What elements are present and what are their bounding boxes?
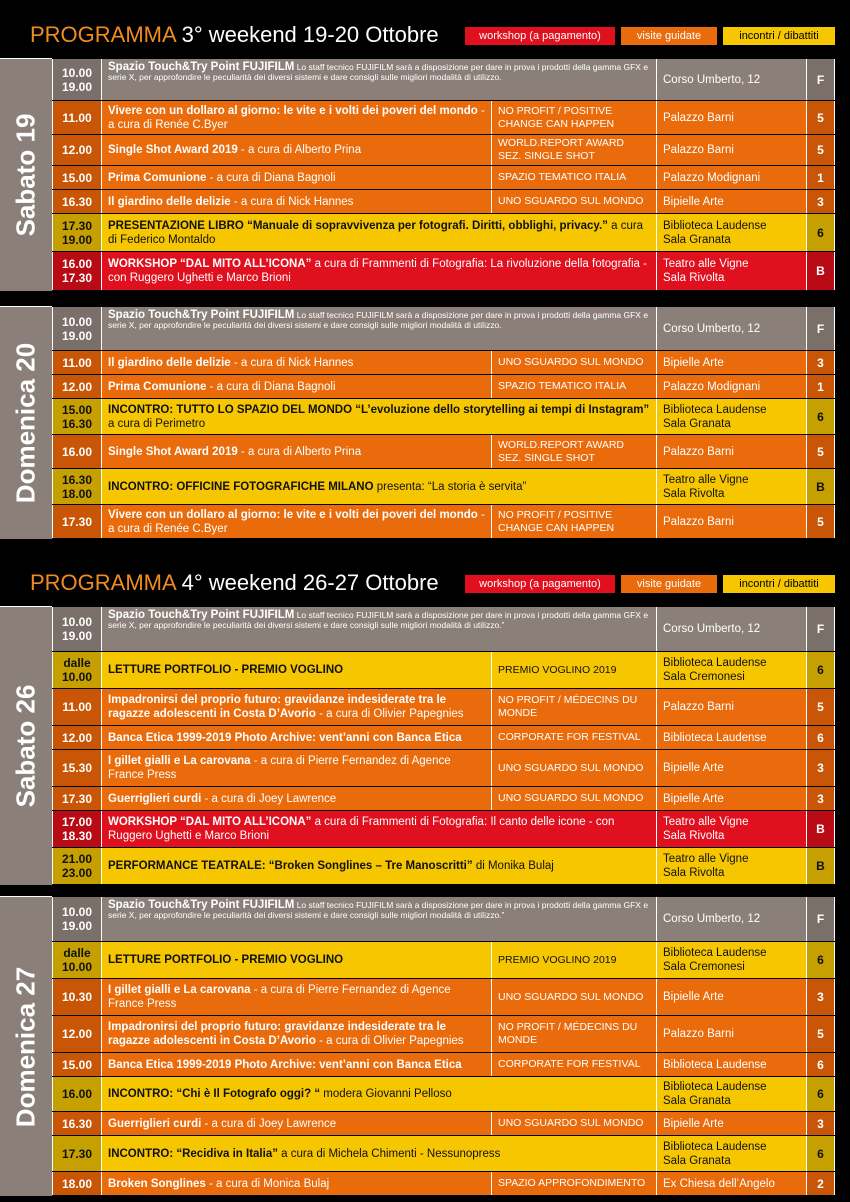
venue-code: F [806, 607, 835, 651]
event-title-lead: Prima Comunione [108, 171, 207, 184]
event-time: 10.00 19.00 [52, 607, 101, 651]
event-row[interactable] [52, 468, 835, 504]
weekend-title: 3° weekend 19-20 Ottobre [175, 22, 439, 47]
venue-code: 6 [806, 1136, 835, 1171]
event-title-rest: - a cura di Olivier Papegnies [315, 1035, 464, 1047]
event-category: NO PROFIT / MÉDECINS DU MONDE [491, 1016, 656, 1052]
venue-code: 3 [806, 750, 835, 786]
event-title [101, 505, 491, 538]
event-title-lead: I gillet gialli e La carovana [108, 984, 251, 996]
event-time: 16.00 [52, 1077, 101, 1111]
event-title [101, 59, 656, 100]
event-title [101, 787, 491, 810]
event-title [101, 689, 491, 725]
venue-code: 6 [806, 214, 835, 251]
venue-code: 5 [806, 101, 835, 134]
day-label-text: Domenica 20 [10, 342, 41, 504]
event-title-rest: modera Giovanni Pelloso [320, 1088, 452, 1100]
event-time: 18.00 [52, 1172, 101, 1195]
event-row[interactable] [52, 606, 835, 651]
event-time: dalle 10.00 [52, 942, 101, 978]
day-label [0, 306, 52, 539]
event-row[interactable] [52, 941, 835, 978]
event-time: 12.00 [52, 375, 101, 398]
event-title-lead: Il giardino delle delizie [108, 195, 231, 208]
event-row[interactable] [52, 100, 835, 134]
event-venue: Bipielle Arte [656, 979, 806, 1015]
event-title-lead: Broken Songlines [108, 1177, 206, 1190]
event-title-lead: Impadronirsi del proprio futuro: gravidanze indesiderate tra le ragazze adolescenti in Costa D’Avorio [108, 1021, 447, 1047]
event-venue: Biblioteca Laudense Sala Granata [656, 214, 806, 251]
event-title [101, 1016, 491, 1052]
event-title-lead: WORKSHOP “DAL MITO ALL’ICONA” [108, 816, 312, 828]
event-title [101, 101, 491, 134]
programma-label: PROGRAMMA [30, 570, 176, 595]
legend-incontri: incontri / dibattiti [723, 27, 835, 45]
event-time: 10.00 19.00 [52, 897, 101, 941]
event-category: UNO SGUARDO SUL MONDO [491, 1112, 656, 1135]
event-category: UNO SGUARDO SUL MONDO [491, 750, 656, 786]
event-title-lead: Spazio Touch&Try Point FUJIFILM [108, 309, 295, 321]
event-row[interactable] [52, 651, 835, 688]
event-title-lead: Impadronirsi del proprio futuro: gravidanze indesiderate tra le ragazze adolescenti in Costa D’Avorio [108, 694, 447, 720]
event-category: SPAZIO TEMATICO ITALIA [491, 375, 656, 398]
event-title-lead: INCONTRO: OFFICINE FOTOGRAFICHE MILANO [108, 480, 374, 493]
section-title [30, 570, 439, 596]
event-title [101, 1136, 656, 1171]
event-row[interactable] [52, 58, 835, 100]
venue-code: F [806, 307, 835, 350]
event-description: Lo staff tecnico FUJIFILM sarà a disposizione per dare in prova i prodotti della gamma GFX e serie X, per approfondire le peculiarità dei diversi sistemi e dare consigli sulle migliori modalità di utilizzo. [108, 62, 649, 82]
event-description: Lo staff tecnico FUJIFILM sarà a disposizione per dare in prova i prodotti della gamma GFX e serie X, per approfondire le peculiarità dei diversi sistemi e dare consigli sulle migliori modalità di utilizzo.” [108, 900, 649, 920]
event-row[interactable] [52, 688, 835, 725]
event-category: UNO SGUARDO SUL MONDO [491, 190, 656, 213]
event-time: 17.30 [52, 787, 101, 810]
section-header [0, 565, 850, 603]
event-title-lead: Single Shot Award 2019 [108, 445, 238, 458]
event-title [101, 351, 491, 374]
event-title [101, 848, 656, 884]
event-row[interactable] [52, 786, 835, 810]
event-title [101, 190, 491, 213]
event-title [101, 726, 491, 749]
event-title [101, 607, 656, 651]
event-description: Lo staff tecnico FUJIFILM sarà a disposizione per dare in prova i prodotti della gamma GFX e serie X, per approfondire le peculiarità dei diversi sistemi e dare consigli sulle migliori modalità di utilizzo.” [108, 610, 649, 630]
event-title-rest: - a cura di Alberto Prina [237, 445, 362, 458]
event-venue: Biblioteca Laudense Sala Cremonesi [656, 942, 806, 978]
event-category: UNO SGUARDO SUL MONDO [491, 787, 656, 810]
event-title [101, 897, 656, 941]
event-category: PREMIO VOGLINO 2019 [491, 942, 656, 978]
event-time: 17.30 [52, 505, 101, 538]
weekend-title: 4° weekend 26-27 Ottobre [175, 570, 439, 595]
event-time: 17.00 18.30 [52, 811, 101, 847]
event-title [101, 399, 656, 434]
venue-code: 6 [806, 399, 835, 434]
event-time: 16.30 [52, 190, 101, 213]
event-venue: Teatro alle Vigne Sala Rivolta [656, 469, 806, 504]
event-title [101, 979, 491, 1015]
event-row[interactable] [52, 374, 835, 398]
event-title-lead: Il giardino delle delizie [108, 356, 231, 369]
event-category: WORLD.REPORT AWARD SEZ. SINGLE SHOT [491, 435, 656, 468]
event-venue: Corso Umberto, 12 [656, 307, 806, 350]
event-category: NO PROFIT / MÉDECINS DU MONDE [491, 689, 656, 725]
event-row[interactable] [52, 213, 835, 251]
event-title-lead: INCONTRO: “Recidiva in Italia” [108, 1147, 278, 1160]
event-title-rest: - a cura di Pierre Fernandez di Agence France Press [108, 984, 451, 1010]
event-time: 10.00 19.00 [52, 59, 101, 100]
event-title-lead: Guerriglieri curdi [108, 1117, 202, 1130]
event-venue: Palazzo Barni [656, 505, 806, 538]
section-title [30, 22, 439, 48]
event-category: WORLD.REPORT AWARD SEZ. SINGLE SHOT [491, 135, 656, 165]
venue-code: F [806, 59, 835, 100]
event-title [101, 750, 491, 786]
event-row[interactable] [52, 350, 835, 374]
event-venue: Corso Umberto, 12 [656, 59, 806, 100]
event-venue: Teatro alle Vigne Sala Rivolta [656, 811, 806, 847]
event-title-rest: - a cura di Nick Hannes [230, 356, 354, 369]
event-venue: Teatro alle Vigne Sala Rivolta [656, 848, 806, 884]
event-title [101, 435, 491, 468]
event-title-rest: a cura di Frammenti di Fotografia: La rivoluzione della fotografia - con Ruggero Ughetti e Marco Brioni [108, 258, 647, 284]
day-label [0, 58, 52, 291]
venue-code: 5 [806, 1016, 835, 1052]
event-row[interactable] [52, 749, 835, 786]
event-venue: Bipielle Arte [656, 1112, 806, 1135]
event-venue: Palazzo Barni [656, 689, 806, 725]
venue-code: 3 [806, 1112, 835, 1135]
event-row[interactable] [52, 398, 835, 434]
venue-code: 1 [806, 375, 835, 398]
venue-code: 3 [806, 979, 835, 1015]
event-venue: Biblioteca Laudense Sala Granata [656, 399, 806, 434]
venue-code: 5 [806, 435, 835, 468]
event-venue: Biblioteca Laudense [656, 1053, 806, 1076]
event-venue: Bipielle Arte [656, 190, 806, 213]
day-label [0, 896, 52, 1196]
event-category: PREMIO VOGLINO 2019 [491, 652, 656, 688]
event-row[interactable] [52, 847, 835, 884]
event-row[interactable] [52, 1076, 835, 1111]
event-venue: Palazzo Barni [656, 1016, 806, 1052]
event-time: 21.00 23.00 [52, 848, 101, 884]
event-title-rest: a cura di Frammenti di Fotografia: Il canto delle icone - con Ruggero Ughetti e Marco Brioni [108, 816, 615, 842]
event-title-rest: - a cura di Renée C.Byer [108, 104, 485, 131]
legend-workshop: workshop (a pagamento) [465, 575, 615, 593]
event-title-lead: INCONTRO: TUTTO LO SPAZIO DEL MONDO “L’evoluzione dello storytelling ai tempi di Instagram” [108, 403, 650, 416]
event-title-lead: Guerriglieri curdi [108, 792, 202, 805]
event-title [101, 214, 656, 251]
venue-code: 6 [806, 652, 835, 688]
event-venue: Biblioteca Laudense Sala Granata [656, 1136, 806, 1171]
event-time: 15.00 [52, 166, 101, 189]
event-row[interactable] [52, 1135, 835, 1171]
event-category: SPAZIO APPROFONDIMENTO [491, 1172, 656, 1195]
event-row[interactable] [52, 1171, 835, 1195]
venue-code: 6 [806, 1077, 835, 1111]
event-title-lead: LETTURE PORTFOLIO - PREMIO VOGLINO [108, 664, 344, 676]
event-time: 15.00 [52, 1053, 101, 1076]
event-title-rest: - a cura di Renée C.Byer [108, 508, 485, 535]
day-label-text: Sabato 26 [10, 684, 41, 808]
event-title-lead: Prima Comunione [108, 380, 207, 393]
event-title [101, 135, 491, 165]
event-time: 10.00 19.00 [52, 307, 101, 350]
event-title-rest: - a cura di Diana Bagnoli [206, 380, 336, 393]
event-title [101, 166, 491, 189]
event-row[interactable] [52, 165, 835, 189]
day-label-text: Domenica 27 [10, 966, 41, 1127]
event-category: UNO SGUARDO SUL MONDO [491, 351, 656, 374]
event-row[interactable] [52, 978, 835, 1015]
event-title-lead: Banca Etica 1999-2019 Photo Archive: vent’anni con Banca Etica [108, 731, 462, 744]
venue-code: 6 [806, 942, 835, 978]
event-title-rest: - a cura di Alberto Prina [237, 144, 362, 156]
venue-code: 5 [806, 505, 835, 538]
event-title [101, 811, 656, 847]
event-category: NO PROFIT / POSITIVE CHANGE CAN HAPPEN [491, 101, 656, 134]
event-title-rest: a cura di Perimetro [108, 417, 206, 430]
event-title-lead: PERFORMANCE TEATRALE: “Broken Songlines – Tre Manoscritti” [108, 860, 473, 872]
venue-code: 3 [806, 787, 835, 810]
venue-code: B [806, 848, 835, 884]
legend-incontri: incontri / dibattiti [723, 575, 835, 593]
venue-code: 1 [806, 166, 835, 189]
event-title-rest: - a cura di Pierre Fernandez di Agence France Press [108, 755, 451, 781]
event-time: 16.30 18.00 [52, 469, 101, 504]
event-row[interactable] [52, 1111, 835, 1135]
event-title-lead: WORKSHOP “DAL MITO ALL’ICONA” [108, 258, 312, 270]
venue-code: 2 [806, 1172, 835, 1195]
event-category: CORPORATE FOR FESTIVAL [491, 726, 656, 749]
event-title-lead: Vivere con un dollaro al giorno: le vite e i volti dei poveri del mondo [108, 104, 478, 117]
event-time: 16.00 [52, 435, 101, 468]
event-venue: Palazzo Modignani [656, 375, 806, 398]
event-row[interactable] [52, 810, 835, 847]
event-title-lead: Banca Etica 1999-2019 Photo Archive: vent’anni con Banca Etica [108, 1058, 462, 1071]
event-title [101, 1053, 491, 1076]
venue-code: 3 [806, 351, 835, 374]
event-title-rest: - a cura di Joey Lawrence [201, 792, 337, 805]
event-venue: Bipielle Arte [656, 351, 806, 374]
event-time: 12.00 [52, 135, 101, 165]
event-venue: Biblioteca Laudense [656, 726, 806, 749]
event-title [101, 652, 491, 688]
event-venue: Corso Umberto, 12 [656, 897, 806, 941]
venue-code: F [806, 897, 835, 941]
event-venue: Palazzo Barni [656, 135, 806, 165]
event-title-rest: - a cura di Olivier Papegnies [315, 708, 464, 720]
event-time: 12.00 [52, 726, 101, 749]
event-title [101, 469, 656, 504]
event-venue: Bipielle Arte [656, 787, 806, 810]
event-time: 11.00 [52, 351, 101, 374]
event-time: 15.30 [52, 750, 101, 786]
event-row[interactable] [52, 896, 835, 941]
event-title-lead: Spazio Touch&Try Point FUJIFILM [108, 609, 295, 621]
event-time: 10.30 [52, 979, 101, 1015]
legend-visite: visite guidate [621, 27, 717, 45]
event-title [101, 1077, 656, 1111]
event-title [101, 375, 491, 398]
event-title [101, 942, 491, 978]
event-venue: Biblioteca Laudense Sala Cremonesi [656, 652, 806, 688]
event-time: 11.00 [52, 689, 101, 725]
event-title-lead: Spazio Touch&Try Point FUJIFILM [108, 899, 295, 911]
event-row[interactable] [52, 1052, 835, 1076]
event-venue: Bipielle Arte [656, 750, 806, 786]
event-title-lead: Vivere con un dollaro al giorno: le vite e i volti dei poveri del mondo [108, 508, 478, 521]
event-title-lead: Spazio Touch&Try Point FUJIFILM [108, 61, 295, 73]
venue-code: B [806, 469, 835, 504]
event-venue: Palazzo Barni [656, 101, 806, 134]
event-category: NO PROFIT / POSITIVE CHANGE CAN HAPPEN [491, 505, 656, 538]
event-title-rest: - a cura di Monica Bulaj [205, 1177, 330, 1190]
event-time: 11.00 [52, 101, 101, 134]
venue-code: 5 [806, 135, 835, 165]
legend-workshop: workshop (a pagamento) [465, 27, 615, 45]
event-row[interactable] [52, 189, 835, 213]
event-row[interactable] [52, 725, 835, 749]
event-venue: Biblioteca Laudense Sala Granata [656, 1077, 806, 1111]
event-row[interactable] [52, 251, 835, 290]
day-label-text: Sabato 19 [10, 113, 41, 237]
event-title [101, 1172, 491, 1195]
event-row[interactable] [52, 434, 835, 468]
event-title-rest: di Monika Bulaj [472, 860, 554, 872]
event-description: Lo staff tecnico FUJIFILM sarà a disposizione per dare in prova i prodotti della gamma GFX e serie X, per approfondire le peculiarità dei diversi sistemi e dare consigli sulle migliori modalità di utilizzo. [108, 310, 649, 330]
event-venue: Palazzo Barni [656, 435, 806, 468]
event-venue: Palazzo Modignani [656, 166, 806, 189]
event-title-lead: INCONTRO: “Chi è Il Fotografo oggi? “ [108, 1088, 321, 1100]
event-time: dalle 10.00 [52, 652, 101, 688]
venue-code: 3 [806, 190, 835, 213]
event-time: 17.30 19.00 [52, 214, 101, 251]
event-title-lead: Single Shot Award 2019 [108, 144, 238, 156]
event-title-rest: a cura di Federico Montaldo [108, 219, 644, 246]
event-time: 17.30 [52, 1136, 101, 1171]
event-title-rest: - a cura di Joey Lawrence [201, 1117, 337, 1130]
event-row[interactable] [52, 134, 835, 165]
event-venue: Teatro alle Vigne Sala Rivolta [656, 252, 806, 290]
event-category: UNO SGUARDO SUL MONDO [491, 979, 656, 1015]
event-title-lead: I gillet gialli e La carovana [108, 755, 251, 767]
event-title-rest: - a cura di Diana Bagnoli [206, 171, 336, 184]
event-title-rest: presenta: “La storia è servita” [373, 480, 527, 493]
event-row[interactable] [52, 1015, 835, 1052]
venue-code: 6 [806, 726, 835, 749]
event-category: SPAZIO TEMATICO ITALIA [491, 166, 656, 189]
event-title-rest: a cura di Michela Chimenti - Nessunopress [277, 1147, 501, 1160]
programma-label: PROGRAMMA [30, 22, 176, 47]
event-category: CORPORATE FOR FESTIVAL [491, 1053, 656, 1076]
event-time: 16.00 17.30 [52, 252, 101, 290]
day-label [0, 606, 52, 885]
event-venue: Corso Umberto, 12 [656, 607, 806, 651]
event-row[interactable] [52, 504, 835, 538]
venue-code: B [806, 811, 835, 847]
event-title [101, 252, 656, 290]
event-title-lead: LETTURE PORTFOLIO - PREMIO VOGLINO [108, 954, 344, 966]
event-time: 12.00 [52, 1016, 101, 1052]
event-row[interactable] [52, 306, 835, 350]
section-header [0, 17, 850, 55]
venue-code: 6 [806, 1053, 835, 1076]
event-title-lead: PRESENTAZIONE LIBRO “Manuale di sopravvivenza per fotografi. Diritti, obblighi, privacy.” [108, 219, 608, 232]
venue-code: 5 [806, 689, 835, 725]
event-venue: Ex Chiesa dell’Angelo [656, 1172, 806, 1195]
event-title [101, 307, 656, 350]
event-title-rest: - a cura di Nick Hannes [230, 195, 354, 208]
venue-code: B [806, 252, 835, 290]
event-title [101, 1112, 491, 1135]
event-time: 15.00 16.30 [52, 399, 101, 434]
legend-visite: visite guidate [621, 575, 717, 593]
event-time: 16.30 [52, 1112, 101, 1135]
